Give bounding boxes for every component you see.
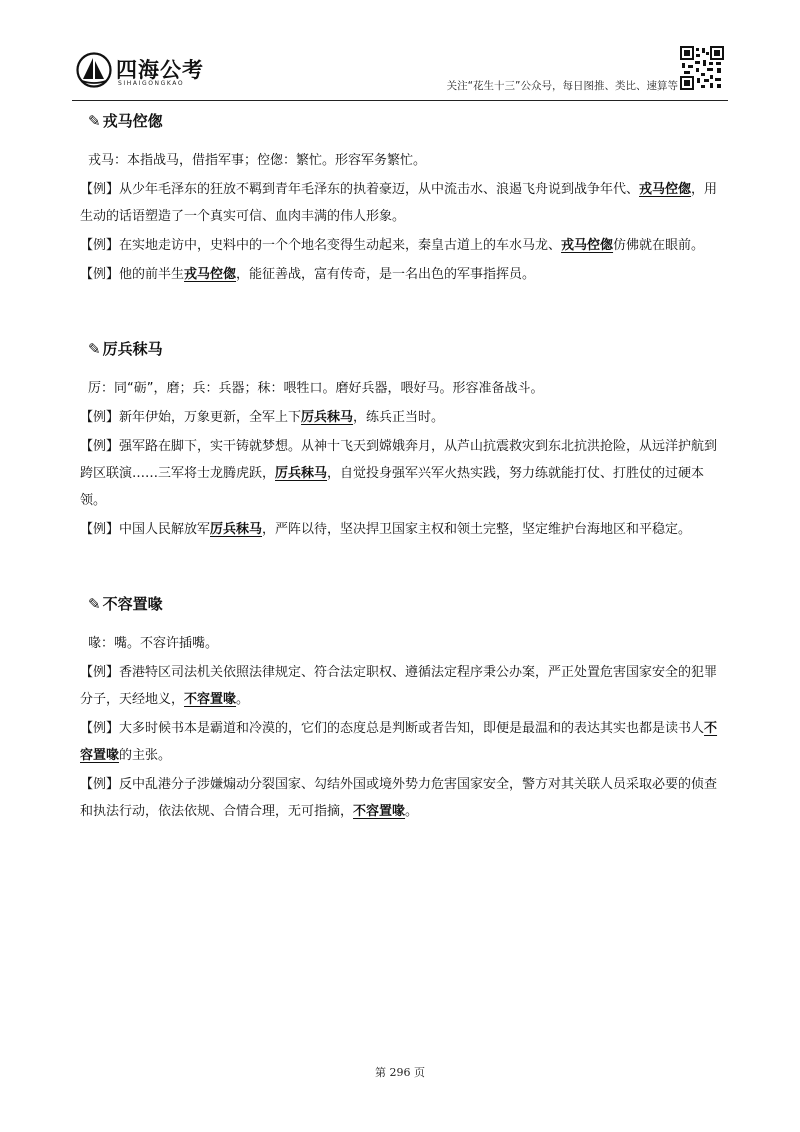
idiom-title-text: 厉兵秣马 xyxy=(102,340,163,358)
qr-code-icon xyxy=(680,46,724,90)
idiom-definition: 戎马：本指战马，借指军事；倥偬：繁忙。形容军务繁忙。 xyxy=(88,153,427,168)
example-text-after: ，自觉投身强军兴军火热实践，努力练就能打仗、打胜仗的过硬本领。 xyxy=(80,466,705,508)
example-sentence xyxy=(80,516,720,543)
example-text-before: 强军路在脚下，实干铸就梦想。从神十飞天到嫦娥奔月，从芦山抗震救灾到东北抗洪抢险，从远洋护航到跨区联演……三军将士龙腾虎跃， xyxy=(80,439,718,481)
example-label: 【例】 xyxy=(80,721,120,736)
example-text-after: 。 xyxy=(236,692,250,707)
example-term: 厉兵秣马 xyxy=(301,410,354,425)
follow-notice: 关注“花生十三”公众号，每日图推、类比、速算等 xyxy=(446,80,678,92)
example-text-after: ，练兵正当时。 xyxy=(353,410,445,425)
example-label: 【例】 xyxy=(80,439,120,454)
example-text-after: ，能征善战，富有传奇，是一名出色的军事指挥员。 xyxy=(236,267,536,282)
example-text-before: 他的前半生 xyxy=(119,267,185,282)
idiom-list xyxy=(80,110,720,827)
brand-subtitle: SIHAIGONGKAO xyxy=(118,80,185,87)
example-text-before: 香港特区司法机关依照法律规定、符合法定职权、遵循法定程序秉公办案，严正处置危害国家安全的犯罪分子，天经地义， xyxy=(80,665,718,707)
example-text-before: 反中乱港分子涉嫌煽动分裂国家、勾结外国或境外势力危害国家安全，警方对其关联人员采取必要的侦查和执法行动，依法依规、合情合理，无可指摘， xyxy=(80,777,718,819)
idiom-definition: 喙：嘴。不容许插嘴。 xyxy=(88,636,219,651)
example-label: 【例】 xyxy=(80,665,120,680)
idiom-title-text: 不容置喙 xyxy=(102,595,163,613)
idiom-entry xyxy=(80,110,720,288)
idiom-title xyxy=(88,110,720,131)
example-label: 【例】 xyxy=(80,410,120,425)
pencil-icon: ✎ xyxy=(88,339,101,358)
page-header xyxy=(72,44,728,101)
example-label: 【例】 xyxy=(80,267,120,282)
example-label: 【例】 xyxy=(80,182,120,197)
example-text-after: 。 xyxy=(405,804,419,819)
example-term: 不容置喙 xyxy=(184,692,237,707)
example-text-before: 从少年毛泽东的狂放不羁到青年毛泽东的执着豪迈，从中流击水、浪遏飞舟说到战争年代、 xyxy=(119,182,640,197)
example-term: 厉兵秣马 xyxy=(275,466,328,481)
page-number: 第 296 页 xyxy=(375,1066,425,1079)
example-sentence xyxy=(80,232,720,259)
sail-logo-icon xyxy=(76,52,112,88)
idiom-entry xyxy=(80,593,720,825)
idiom-definition: 厉：同“砺”，磨；兵：兵器；秣：喂牲口。磨好兵器，喂好马。形容准备战斗。 xyxy=(88,381,544,396)
example-sentence xyxy=(80,659,720,713)
example-term: 不容置喙 xyxy=(353,804,406,819)
pencil-icon: ✎ xyxy=(88,594,101,613)
idiom-entry xyxy=(80,338,720,543)
example-label: 【例】 xyxy=(80,777,120,792)
example-label: 【例】 xyxy=(80,522,120,537)
idiom-title-text: 戎马倥偬 xyxy=(102,112,163,130)
example-text-after: ，严阵以待，坚决捍卫国家主权和领土完整，坚定维护台海地区和平稳定。 xyxy=(262,522,692,537)
pencil-icon: ✎ xyxy=(88,111,101,130)
example-term: 戎马倥偬 xyxy=(184,267,237,282)
idiom-title xyxy=(88,593,720,614)
example-text-after: 仿佛就在眼前。 xyxy=(613,238,705,253)
example-sentence xyxy=(80,261,720,288)
example-sentence xyxy=(80,176,720,230)
example-term: 戎马倥偬 xyxy=(639,182,692,197)
brand-name: 四海公考 xyxy=(116,58,204,82)
example-sentence xyxy=(80,404,720,431)
example-sentence xyxy=(80,771,720,825)
example-text-before: 在实地走访中，史料中的一个个地名变得生动起来，秦皇古道上的车水马龙、 xyxy=(119,238,562,253)
example-sentence xyxy=(80,715,720,769)
example-sentence xyxy=(80,433,720,514)
idiom-title xyxy=(88,338,720,359)
example-term: 戎马倥偬 xyxy=(561,238,614,253)
example-text-before: 中国人民解放军 xyxy=(119,522,211,537)
example-term: 厉兵秣马 xyxy=(210,522,263,537)
example-text-before: 大多时候书本是霸道和冷漠的，它们的态度总是判断或者告知，即便是最温和的表达其实也都是读书人 xyxy=(119,721,705,736)
example-text-before: 新年伊始，万象更新，全军上下 xyxy=(119,410,302,425)
example-term: 不容置喙 xyxy=(80,721,718,763)
example-label: 【例】 xyxy=(80,238,120,253)
example-text-after: ，用生动的话语塑造了一个真实可信、血肉丰满的伟人形象。 xyxy=(80,182,718,224)
example-text-after: 的主张。 xyxy=(119,748,172,763)
